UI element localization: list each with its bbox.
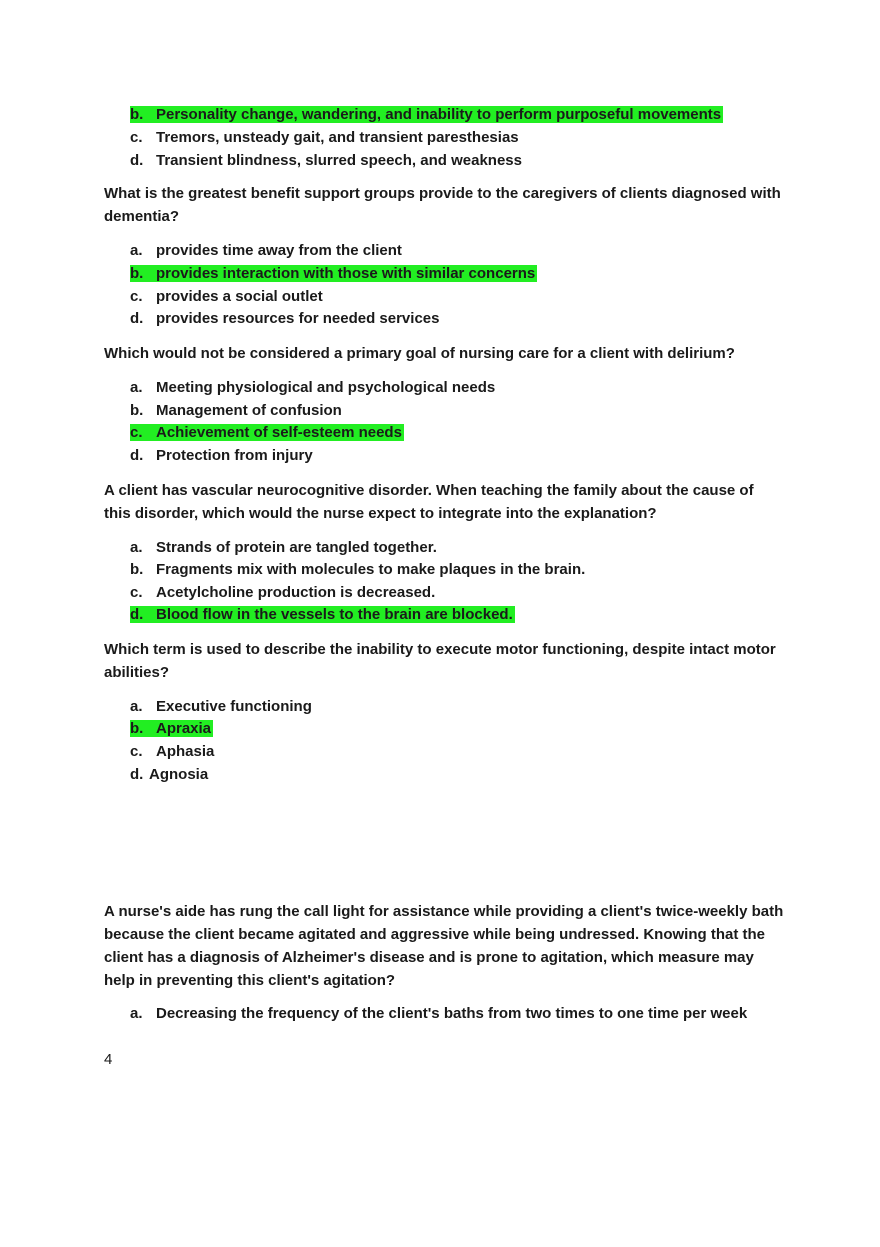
option-text: provides time away from the client <box>156 242 402 259</box>
answer-highlight <box>130 106 723 123</box>
option-c <box>130 127 519 148</box>
option-c <box>130 582 435 603</box>
option-text: Personality change, wandering, and inability to perform purposeful movements <box>156 106 722 123</box>
option-text: Tremors, unsteady gait, and transient paresthesias <box>156 129 519 146</box>
option-text: Strands of protein are tangled together. <box>156 539 437 556</box>
option-text: Management of confusion <box>156 402 342 419</box>
question-stem: What is the greatest benefit support groups provide to the caregivers of clients diagnosed with dementia? <box>104 185 781 225</box>
option-letter: c. <box>130 129 143 146</box>
option-a <box>130 240 402 261</box>
answer-highlight <box>130 606 515 623</box>
question-stem: A nurse's aide has rung the call light for assistance while providing a client's twice-weekly bath because the client became agitated and aggressive while being undressed. Knowing that the client has a diagnosis of Alzheimer's disease and is prone to agitation, which measure may help in preventing this client's agitation? <box>104 903 784 989</box>
question-stem: Which term is used to describe the inability to execute motor functioning, despite intact motor abilities? <box>104 641 776 681</box>
option-d-highlighted <box>130 604 515 625</box>
option-letter: d. <box>130 766 144 783</box>
option-letter: a. <box>130 1005 143 1022</box>
option-text: Aphasia <box>156 743 215 760</box>
option-c <box>130 741 214 762</box>
option-letter: d. <box>130 310 144 327</box>
option-text: provides resources for needed services <box>156 310 440 327</box>
option-letter: b. <box>130 265 144 282</box>
option-c-highlighted <box>130 422 404 443</box>
option-d <box>130 150 522 171</box>
answer-highlight <box>130 720 213 737</box>
option-text: provides a social outlet <box>156 288 323 305</box>
option-text: Decreasing the frequency of the client's baths from two times to one time per week <box>156 1005 748 1022</box>
page-number: 4 <box>104 1051 113 1068</box>
option-d <box>130 764 208 785</box>
option-letter: b. <box>130 106 144 123</box>
option-d <box>130 308 439 329</box>
option-letter: a. <box>130 379 143 396</box>
question-stem: Which would not be considered a primary goal of nursing care for a client with delirium? <box>104 345 735 362</box>
answer-highlight <box>130 424 404 441</box>
option-d <box>130 445 313 466</box>
option-letter: d. <box>130 606 144 623</box>
option-b-highlighted <box>130 718 213 739</box>
option-text: Transient blindness, slurred speech, and weakness <box>156 152 522 169</box>
option-a <box>130 377 495 398</box>
option-b <box>130 559 585 580</box>
option-c <box>130 286 323 307</box>
option-text: Achievement of self-esteem needs <box>156 424 402 441</box>
option-letter: c. <box>130 288 143 305</box>
option-letter: a. <box>130 698 143 715</box>
option-letter: d. <box>130 152 144 169</box>
option-text: Blood flow in the vessels to the brain are blocked. <box>156 606 513 623</box>
option-letter: a. <box>130 242 143 259</box>
option-text: Protection from injury <box>156 447 313 464</box>
option-letter: b. <box>130 402 144 419</box>
option-text: Agnosia <box>149 766 209 783</box>
option-letter: c. <box>130 584 143 601</box>
question-stem: A client has vascular neurocognitive disorder. When teaching the family about the cause of this disorder, which would the nurse expect to integrate into the explanation? <box>104 482 754 522</box>
option-b <box>130 400 342 421</box>
option-letter: c. <box>130 424 143 441</box>
option-text: Acetylcholine production is decreased. <box>156 584 436 601</box>
option-text: Apraxia <box>156 720 212 737</box>
option-b-highlighted <box>130 104 723 125</box>
option-text: Meeting physiological and psychological needs <box>156 379 496 396</box>
answer-highlight <box>130 265 537 282</box>
option-letter: d. <box>130 447 144 464</box>
option-text: provides interaction with those with similar concerns <box>156 265 536 282</box>
option-letter: c. <box>130 743 143 760</box>
option-letter: b. <box>130 720 144 737</box>
option-b-highlighted <box>130 263 537 284</box>
option-a <box>130 1003 747 1024</box>
option-letter: a. <box>130 539 143 556</box>
option-a <box>130 696 312 717</box>
option-a <box>130 537 437 558</box>
option-letter: b. <box>130 561 144 578</box>
option-text: Executive functioning <box>156 698 312 715</box>
option-text: Fragments mix with molecules to make plaques in the brain. <box>156 561 586 578</box>
